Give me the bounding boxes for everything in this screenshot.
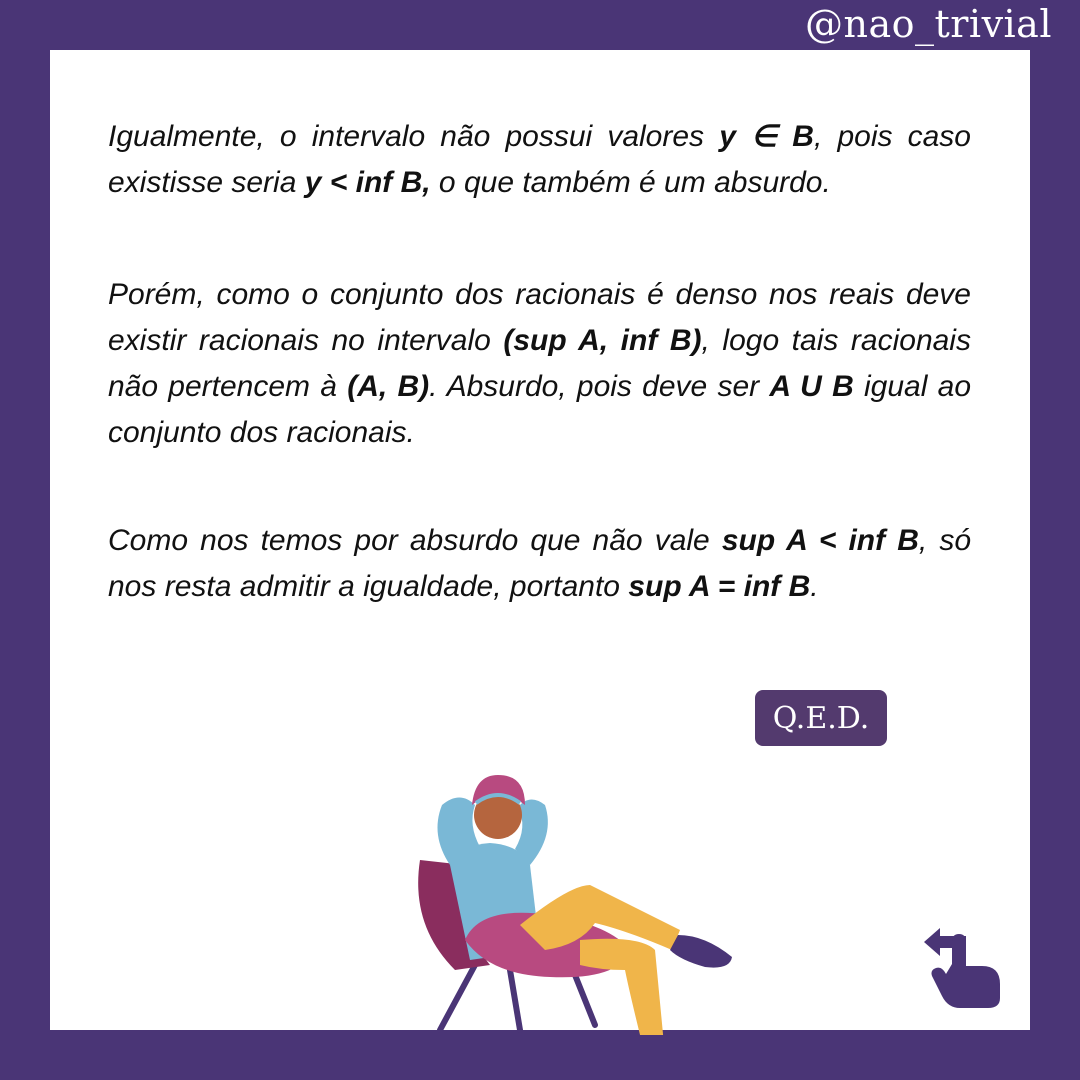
account-handle: @nao_trivial bbox=[804, 2, 1052, 46]
paragraph-1 bbox=[108, 114, 971, 206]
text-segment: Porém, como o conjunto dos racionais é denso nos reais deve existir racionais no intervalo bbox=[108, 278, 971, 357]
math-expression: y < inf B, bbox=[304, 166, 431, 199]
content-card bbox=[50, 50, 1030, 1030]
swipe-left-hand-icon[interactable] bbox=[918, 920, 1008, 1012]
paragraph-2 bbox=[108, 272, 971, 456]
text-segment: , logo tais racionais não pertencem à bbox=[108, 324, 971, 403]
text-segment: Como nos temos por absurdo que não vale bbox=[108, 524, 722, 557]
qed-badge: Q.E.D. bbox=[755, 690, 887, 746]
text-segment: igual ao conjunto dos racionais. bbox=[108, 370, 972, 449]
math-expression: (A, B) bbox=[347, 370, 430, 403]
text-segment: . Absurdo, pois deve ser bbox=[429, 370, 770, 403]
math-expression: sup A < inf B bbox=[721, 524, 919, 557]
text-segment: o que também é um absurdo. bbox=[430, 166, 831, 199]
math-expression: A U B bbox=[769, 370, 854, 403]
math-expression: (sup A, inf B) bbox=[503, 324, 702, 357]
text-segment: , pois caso existisse seria bbox=[108, 120, 971, 199]
text-segment: . bbox=[810, 570, 819, 603]
relaxing-person-illustration bbox=[380, 765, 760, 1035]
math-expression: sup A = inf B bbox=[628, 570, 811, 603]
text-segment: , só nos resta admitir a igualdade, portanto bbox=[108, 524, 971, 603]
math-expression: y ∈ B bbox=[719, 120, 814, 153]
text-segment: Igualmente, o intervalo não possui valores bbox=[108, 120, 720, 153]
paragraph-3 bbox=[108, 518, 971, 610]
